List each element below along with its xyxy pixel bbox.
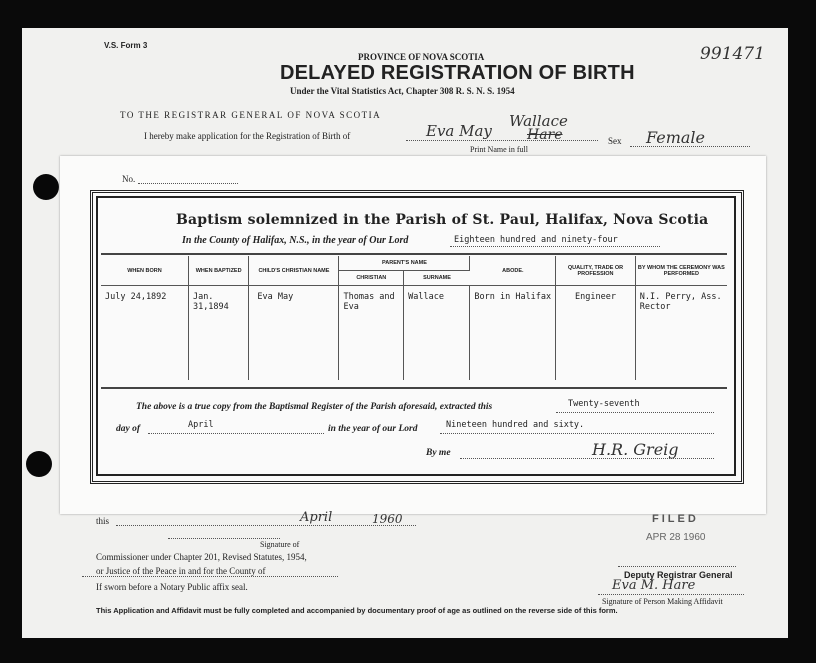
this-line (116, 525, 416, 526)
form-number: V.S. Form 3 (104, 41, 148, 50)
registration-number: 991471 (700, 44, 765, 64)
extract-day: Twenty-seventh (568, 399, 640, 409)
col-childs-name: CHILD'S CHRISTIAN NAME (249, 256, 339, 286)
date-stamp: APR 28 1960 (646, 532, 706, 543)
affiant-label: Signature of Person Making Affidavit (602, 597, 723, 606)
punch-hole-bottom (26, 451, 52, 477)
county-line: In the County of Halifax, N.S., in the year of Our Lord (182, 235, 409, 246)
col-parents-name: PARENT'S NAME (339, 256, 470, 271)
col-quality: QUALITY, TRADE OR PROFESSION (556, 256, 636, 286)
filed-stamp: FILED (652, 513, 699, 525)
cell-quality: Engineer (556, 286, 636, 381)
page-title: DELAYED REGISTRATION OF BIRTH (280, 62, 635, 84)
certificate-no-line (138, 183, 238, 184)
certificate-no-label: No. (122, 174, 136, 184)
notary-text: If sworn before a Notary Public affix seal. (96, 582, 248, 592)
year-line (450, 246, 660, 247)
justice-text: or Justice of the Peace in and for the County of (96, 566, 266, 576)
sex-value: Female (646, 128, 705, 147)
col-when-baptized: WHEN BAPTIZED (188, 256, 248, 286)
province-heading: PROVINCE OF NOVA SCOTIA (358, 52, 485, 62)
signature-of-label: Signature of (260, 540, 300, 549)
cell-abode: Born in Halifax (470, 286, 556, 381)
table-row (101, 286, 727, 381)
col-surname: SURNAME (404, 271, 470, 286)
sex-label: Sex (608, 136, 622, 146)
extract-month: April (188, 420, 214, 430)
cell-surname: Wallace (404, 286, 470, 381)
extract-day-line (556, 412, 714, 413)
cell-when-baptized: Jan. 31,1894 (188, 286, 248, 381)
deputy-registrar-label: Deputy Registrar General (624, 570, 733, 580)
this-year: 1960 (372, 512, 403, 526)
col-christian: CHRISTIAN (339, 271, 404, 286)
col-when-born: WHEN BORN (101, 256, 188, 286)
affiant-signature: Eva M. Hare (612, 578, 696, 593)
this-label: this (96, 516, 110, 526)
extract-year-line (440, 433, 714, 434)
table-header-row (101, 256, 727, 271)
affiant-line (598, 594, 744, 595)
day-of-label: day of (116, 424, 141, 434)
print-name-hint: Print Name in full (470, 145, 528, 154)
justice-line (82, 576, 338, 577)
commissioner-text: Commissioner under Chapter 201, Revised Statutes, 1954, (96, 552, 307, 562)
applicant-surname: Wallace (509, 112, 568, 130)
applicant-name: Eva May (426, 122, 492, 140)
by-me-label: By me (426, 448, 451, 458)
baptism-register-table (101, 256, 727, 380)
commissioner-signature-line (168, 538, 280, 539)
to-registrar-line: TO THE REGISTRAR GENERAL OF NOVA SCOTIA (120, 110, 382, 120)
cell-performed-by: N.I. Perry, Ass. Rector (639, 292, 722, 312)
true-copy-text: The above is a true copy from the Baptismal Register of the Parish aforesaid, extracted this (136, 402, 493, 412)
extract-year: Nineteen hundred and sixty. (446, 420, 585, 430)
punch-hole-top (33, 174, 59, 200)
cell-childs-name: Eva May (249, 286, 339, 381)
year-value: Eighteen hundred and ninety-four (454, 235, 618, 245)
this-month: April (300, 510, 333, 525)
applicant-crossed-name: Hare (527, 127, 563, 143)
month-line (148, 433, 324, 434)
name-underline (406, 140, 598, 141)
deputy-signature-line (618, 566, 736, 567)
bottom-notice: This Application and Affidavit must be fully completed and accompanied by documentary proof of age as outlined on the reverse side of this form. (96, 606, 618, 615)
rector-signature: H.R. Greig (592, 440, 679, 459)
year-of-lord-label: in the year of our Lord (328, 424, 418, 434)
col-performed-by: BY WHOM THE CEREMONY WAS PERFORMED (635, 256, 727, 286)
col-abode: ABODE. (470, 256, 556, 286)
certificate-heading: Baptism solemnized in the Parish of St. Paul, Halifax, Nova Scotia (176, 212, 709, 228)
cell-christian: Thomas and Eva (339, 286, 404, 381)
application-text: I hereby make application for the Registration of Birth of (144, 131, 351, 141)
table-top-rule (101, 253, 727, 255)
cell-when-born: July 24,1892 (101, 286, 188, 381)
act-subtitle: Under the Vital Statistics Act, Chapter 308 R. S. N. S. 1954 (290, 86, 515, 96)
table-bottom-rule (101, 387, 727, 389)
